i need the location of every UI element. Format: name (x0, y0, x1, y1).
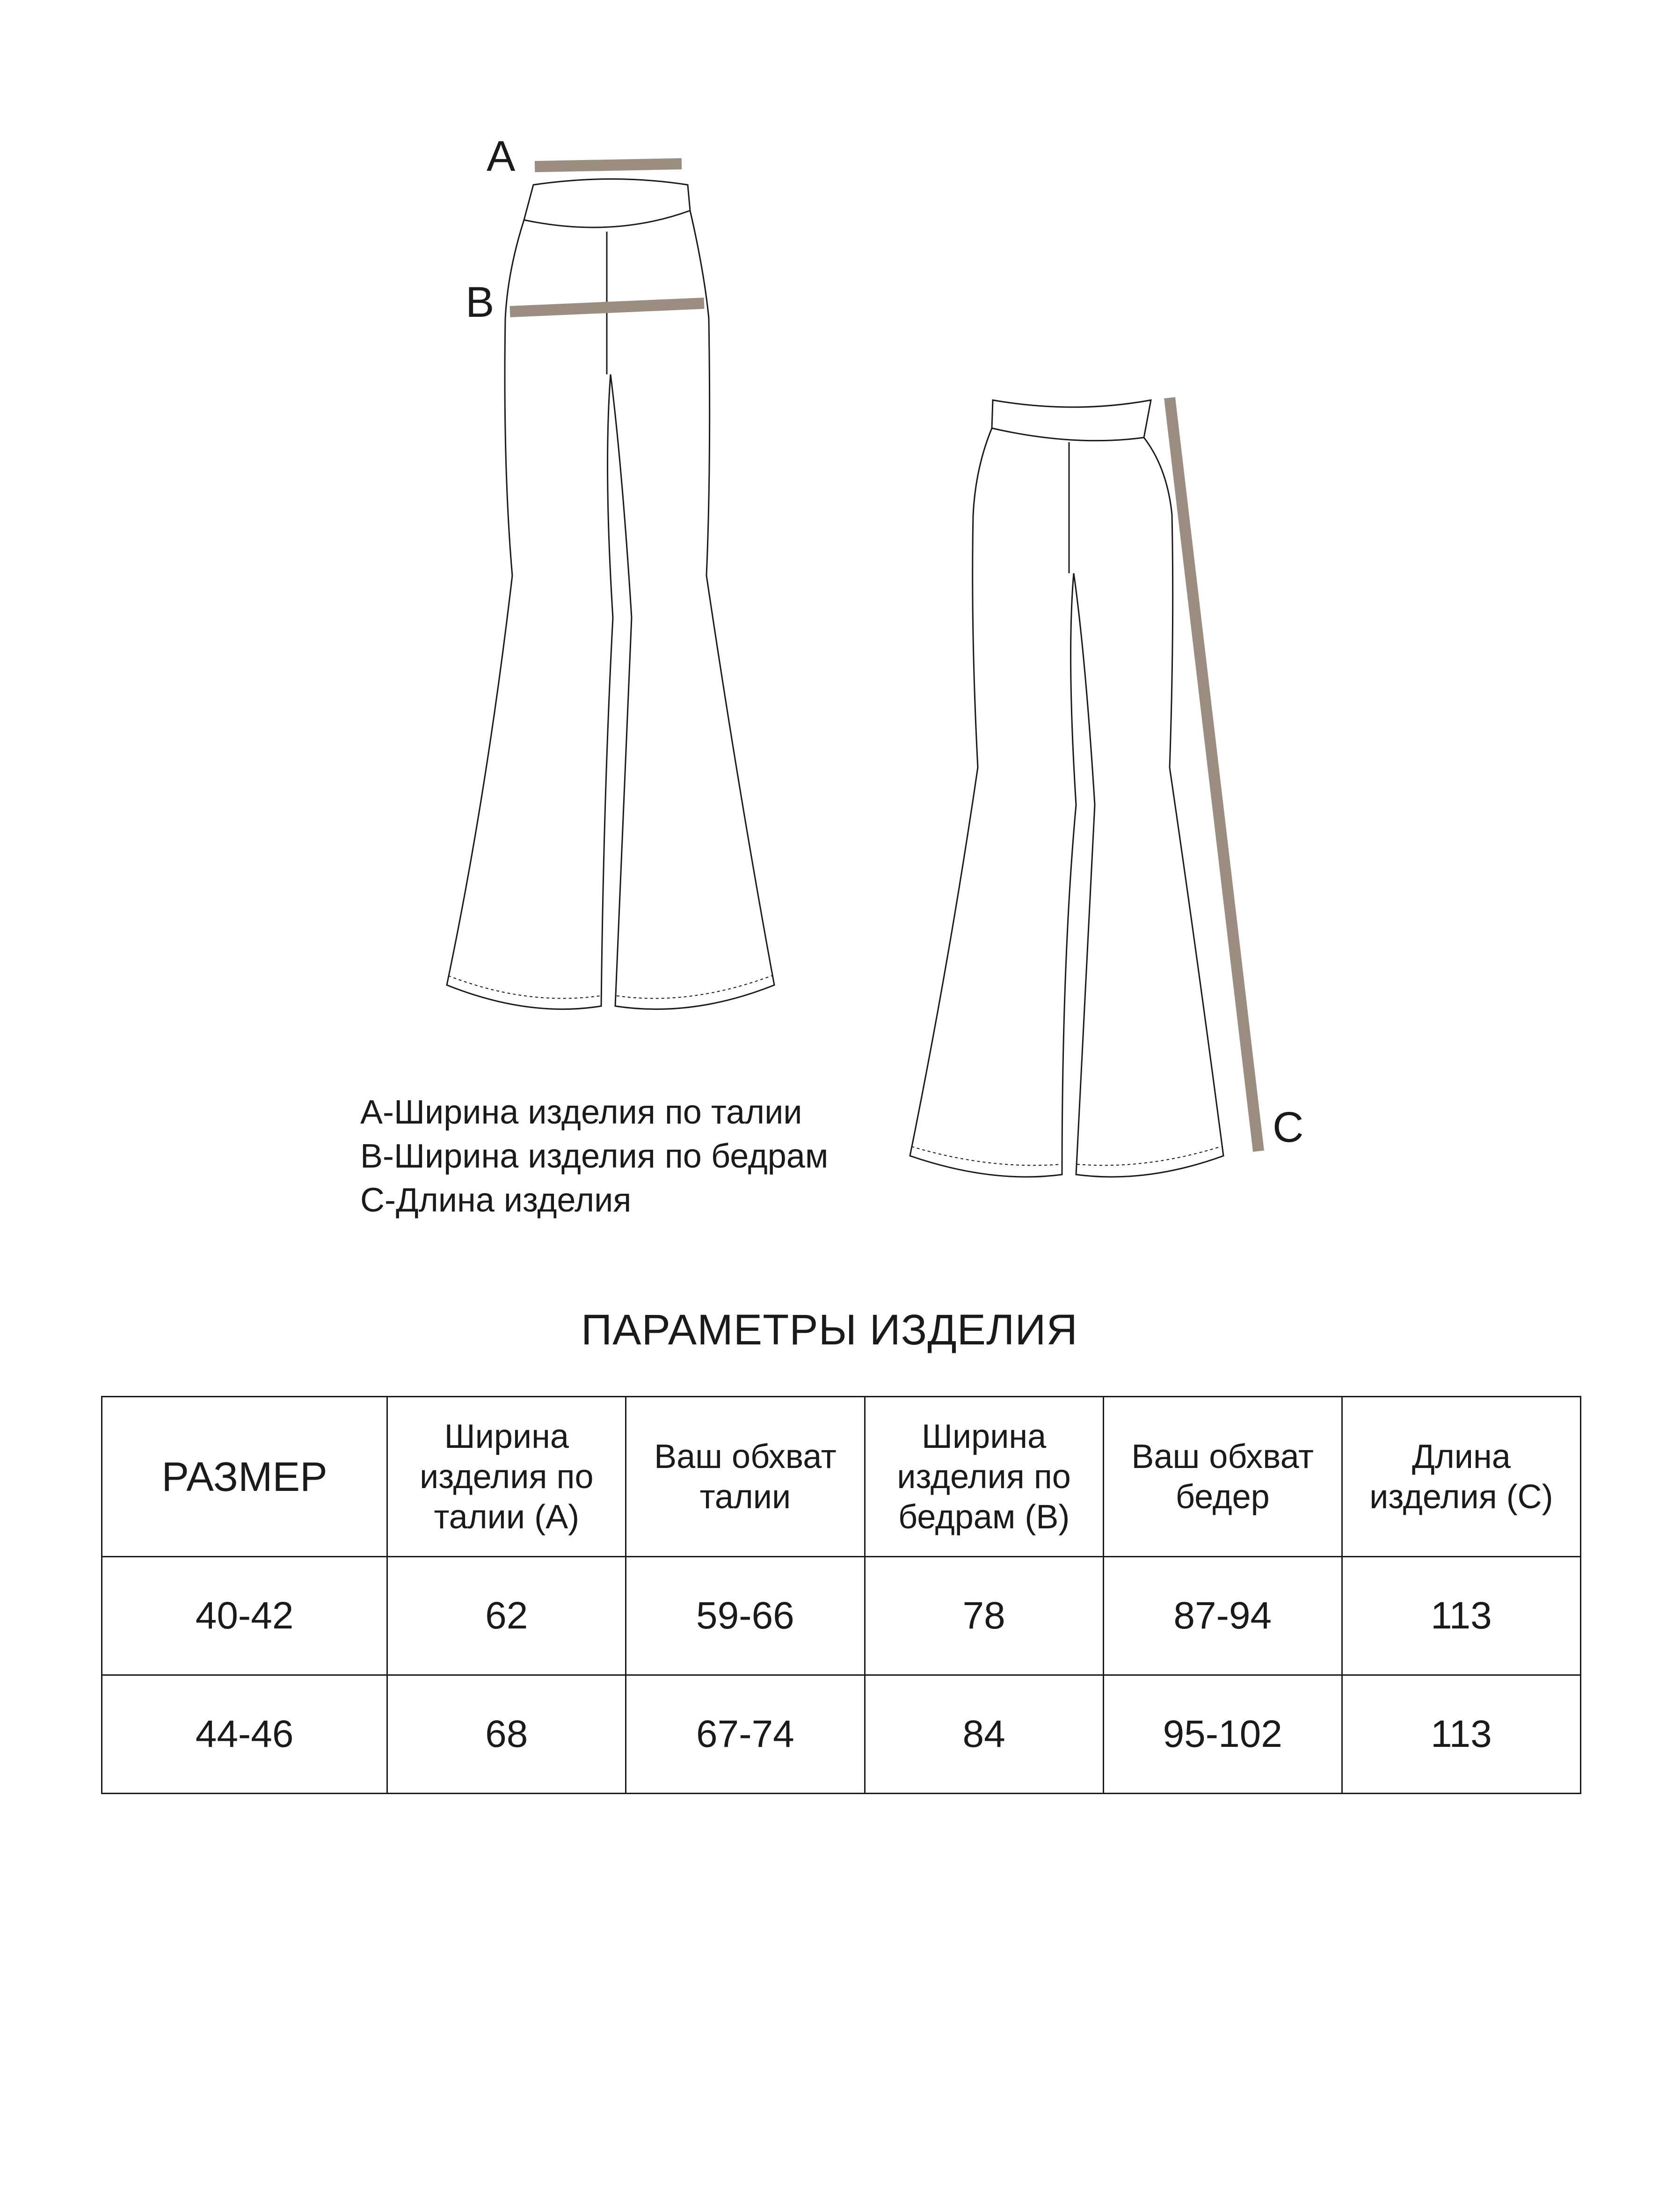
legend-item-c: C-Длина изделия (360, 1182, 632, 1219)
header-waist-girth: Ваш обхват талии (626, 1397, 865, 1557)
table-row (102, 1557, 1581, 1675)
legend-item-a: A-Ширина изделия по талии (360, 1094, 802, 1131)
measure-line-c (1170, 398, 1259, 1151)
cell-waist-width: 68 (387, 1675, 626, 1794)
cell-waist-girth: 59-66 (626, 1557, 865, 1675)
table-title: ПАРАМЕТРЫ ИЗДЕЛИЯ (581, 1306, 1078, 1354)
cell-hip-width: 84 (865, 1675, 1103, 1794)
measure-line-b (510, 303, 704, 312)
pants-outline-back (910, 428, 1223, 1177)
cell-size: 44-46 (102, 1675, 387, 1794)
header-hip-width: Ширина изделия по бедрам (В) (865, 1397, 1103, 1557)
header-length: Длина изделия (С) (1342, 1397, 1580, 1557)
table-row (102, 1675, 1581, 1794)
size-table (101, 1396, 1581, 1794)
cell-hip-girth: 87-94 (1103, 1557, 1342, 1675)
cell-waist-girth: 67-74 (626, 1675, 865, 1794)
cell-length: 113 (1342, 1557, 1580, 1675)
hem-stitch-left (448, 976, 600, 999)
cell-hip-girth: 95-102 (1103, 1675, 1342, 1794)
cell-size: 40-42 (102, 1557, 387, 1675)
header-waist-width: Ширина изделия по талии (А) (387, 1397, 626, 1557)
legend-item-b: B-Ширина изделия по бедрам (360, 1138, 829, 1175)
hem-stitch-back-left (911, 1146, 1061, 1165)
table-header-row (102, 1397, 1581, 1557)
cell-waist-width: 62 (387, 1557, 626, 1675)
hem-stitch-right (617, 976, 772, 999)
header-hip-girth: Ваш обхват бедер (1103, 1397, 1342, 1557)
header-size: РАЗМЕР (102, 1397, 387, 1557)
marker-b: B (466, 278, 495, 326)
pants-outline-front (447, 211, 774, 1009)
cell-hip-width: 78 (865, 1557, 1103, 1675)
cell-length: 113 (1342, 1675, 1580, 1794)
waistband-back (992, 400, 1151, 441)
pants-back-view (910, 400, 1223, 1177)
marker-a: A (487, 132, 516, 180)
hem-stitch-back-right (1077, 1146, 1221, 1165)
measure-line-a (535, 164, 682, 167)
measurement-legend (360, 1090, 828, 1222)
marker-c: C (1273, 1103, 1304, 1151)
waistband-front (524, 179, 690, 228)
